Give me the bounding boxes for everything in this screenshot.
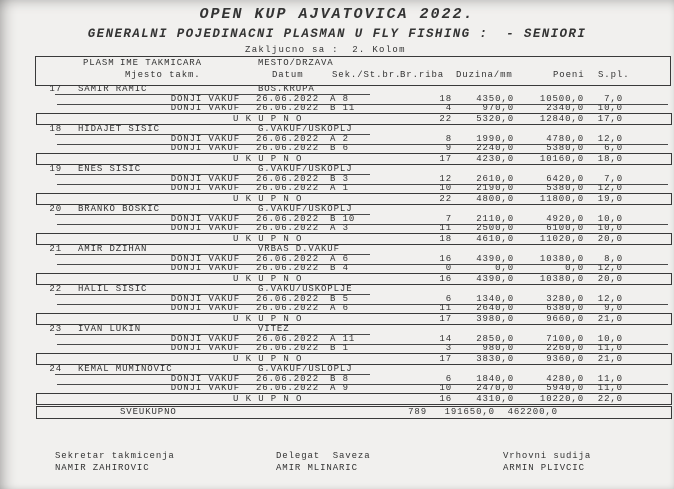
col-header-sektor-startbroj: Sek./St.br. xyxy=(332,70,402,80)
length-cell: 4350,0 xyxy=(476,93,514,104)
sector-cell: A 1 xyxy=(330,183,349,193)
competitor-name: HALIL SISIC xyxy=(78,284,148,294)
sector-cell: B 1 xyxy=(330,343,349,353)
judge-name: ARMIN PLIVCIC xyxy=(503,463,585,473)
length-cell: 0,0 xyxy=(495,263,514,273)
total-row xyxy=(0,194,674,205)
fish-count-cell: 12 xyxy=(439,173,452,184)
page-title: OPEN KUP AJVATOVICA 2022. xyxy=(199,6,475,23)
table-header-row-2 xyxy=(0,70,674,81)
total-points-cell: 10160,0 xyxy=(539,153,584,164)
session-placing-cell: 8,0 xyxy=(604,253,623,264)
length-cell: 2470,0 xyxy=(476,383,514,393)
sector-cell: A 6 xyxy=(330,303,349,313)
venue-cell: DONJI VAKUF xyxy=(170,93,240,104)
competitor-rank: 19 xyxy=(49,164,62,174)
length-cell: 2110,0 xyxy=(476,213,514,224)
total-length-cell: 3830,0 xyxy=(476,353,514,364)
points-cell: 5380,0 xyxy=(546,183,584,193)
points-cell: 2260,0 xyxy=(546,343,584,353)
total-length-cell: 5320,0 xyxy=(476,113,514,124)
ukupno-label: U K U P N O xyxy=(233,313,303,324)
delegate-label: Delegat Saveza xyxy=(276,451,371,461)
total-fish-count-cell: 17 xyxy=(439,153,452,164)
competitor-city: VRBAS D.VAKUF xyxy=(258,244,340,254)
col-header-ime-takmicara: IME TAKMICARA xyxy=(120,58,202,68)
venue-cell: DONJI VAKUF xyxy=(170,143,240,153)
venue-cell: DONJI VAKUF xyxy=(170,253,240,264)
ukupno-label: U K U P N O xyxy=(233,193,303,204)
competitor-block xyxy=(0,285,674,325)
length-cell: 1340,0 xyxy=(476,293,514,304)
judge-label: Vrhovni sudija xyxy=(503,451,592,461)
competitor-rank: 18 xyxy=(49,124,62,134)
grand-total-fish-count: 789 xyxy=(408,407,427,417)
competitor-rank: 24 xyxy=(49,364,62,374)
total-session-placing-cell: 18,0 xyxy=(597,153,623,164)
session-placing-cell: 11,0 xyxy=(597,383,623,393)
date-cell: 26.06.2022 xyxy=(256,253,320,264)
grand-total-points: 462200,0 xyxy=(507,407,558,417)
date-cell: 26.06.2022 xyxy=(256,143,320,153)
venue-cell: DONJI VAKUF xyxy=(170,173,240,184)
grand-total-row xyxy=(0,406,674,419)
competitor-block xyxy=(0,125,674,165)
points-cell: 2340,0 xyxy=(546,103,584,113)
sector-cell: B 8 xyxy=(330,373,349,384)
session-placing-cell: 7,0 xyxy=(604,173,623,184)
total-row xyxy=(0,234,674,245)
points-cell: 4780,0 xyxy=(546,133,584,144)
points-cell: 3280,0 xyxy=(546,293,584,304)
venue-cell: DONJI VAKUF xyxy=(170,223,240,233)
date-cell: 26.06.2022 xyxy=(256,263,320,273)
venue-cell: DONJI VAKUF xyxy=(170,103,240,113)
competitor-name: HIDAJET SISIC xyxy=(78,124,160,134)
venue-cell: DONJI VAKUF xyxy=(170,383,240,393)
total-points-cell: 9660,0 xyxy=(546,313,584,324)
venue-cell: DONJI VAKUF xyxy=(170,263,240,273)
fish-count-cell: 16 xyxy=(439,253,452,264)
competitor-rank: 22 xyxy=(49,284,62,294)
fish-count-cell: 7 xyxy=(445,213,452,224)
competitor-city: BOS.KRUPA xyxy=(258,84,315,94)
sector-cell: A 3 xyxy=(330,223,349,233)
session-placing-cell: 12,0 xyxy=(597,263,623,273)
session-placing-cell: 10,0 xyxy=(597,213,623,224)
total-length-cell: 4310,0 xyxy=(476,393,514,404)
length-cell: 970,0 xyxy=(482,103,514,113)
total-length-cell: 4800,0 xyxy=(476,193,514,204)
total-row xyxy=(0,354,674,365)
date-cell: 26.06.2022 xyxy=(256,173,320,184)
page-subtitle: GENERALNI POJEDINACNI PLASMAN U FLY FISHING : - SENIORI xyxy=(87,27,587,41)
date-cell: 26.06.2022 xyxy=(256,343,320,353)
competitor-block xyxy=(0,325,674,365)
competitor-block xyxy=(0,205,674,245)
competitor-city: G.VAKUF/USLOPLJ xyxy=(258,364,353,374)
session-placing-cell: 12,0 xyxy=(597,293,623,304)
length-cell: 2610,0 xyxy=(476,173,514,184)
session-placing-cell: 9,0 xyxy=(604,303,623,313)
sector-cell: B 5 xyxy=(330,293,349,304)
col-header-duzina-mm: Duzina/mm xyxy=(456,70,513,80)
sector-cell: A 2 xyxy=(330,133,349,144)
total-session-placing-cell: 20,0 xyxy=(597,233,623,244)
points-cell: 6420,0 xyxy=(546,173,584,184)
ukupno-label: U K U P N O xyxy=(233,353,303,364)
points-cell: 4280,0 xyxy=(546,373,584,384)
fish-count-cell: 14 xyxy=(439,333,452,344)
total-length-cell: 4390,0 xyxy=(476,273,514,284)
col-header-plasm: PLASM xyxy=(83,58,115,68)
date-cell: 26.06.2022 xyxy=(256,383,320,393)
total-fish-count-cell: 17 xyxy=(439,313,452,324)
fish-count-cell: 18 xyxy=(439,93,452,104)
venue-cell: DONJI VAKUF xyxy=(170,213,240,224)
sector-cell: A 8 xyxy=(330,93,349,104)
venue-cell: DONJI VAKUF xyxy=(170,133,240,144)
points-cell: 5380,0 xyxy=(546,143,584,153)
fish-count-cell: 10 xyxy=(439,383,452,393)
competitor-city: G.VAKUF/USKOPLJ xyxy=(258,204,353,214)
competitor-name: SAMIR RAMIC xyxy=(78,84,148,94)
grand-total-label: SVEUKUPNO xyxy=(120,407,177,417)
sector-cell: B 3 xyxy=(330,173,349,184)
total-length-cell: 3980,0 xyxy=(476,313,514,324)
competitor-name: BRANKO BOSKIC xyxy=(78,204,160,214)
competitor-rank: 20 xyxy=(49,204,62,214)
total-session-placing-cell: 20,0 xyxy=(597,273,623,284)
secretary-label: Sekretar takmicenja xyxy=(55,451,175,461)
session-placing-cell: 12,0 xyxy=(597,183,623,193)
sector-cell: B 11 xyxy=(330,103,356,113)
total-points-cell: 10220,0 xyxy=(539,393,584,404)
length-cell: 4390,0 xyxy=(476,253,514,264)
col-header-datum: Datum xyxy=(272,70,304,80)
col-header-br-riba: Br.riba xyxy=(400,70,445,80)
fish-count-cell: 10 xyxy=(439,183,452,193)
fish-count-cell: 3 xyxy=(445,343,452,353)
ukupno-label: U K U P N O xyxy=(233,113,303,124)
grand-total-length: 191650,0 xyxy=(444,407,495,417)
points-cell: 6100,0 xyxy=(546,223,584,233)
date-cell: 26.06.2022 xyxy=(256,93,320,104)
length-cell: 1990,0 xyxy=(476,133,514,144)
date-cell: 26.06.2022 xyxy=(256,103,320,113)
total-row xyxy=(0,274,674,285)
total-session-placing-cell: 21,0 xyxy=(597,353,623,364)
competitor-block xyxy=(0,85,674,125)
venue-cell: DONJI VAKUF xyxy=(170,333,240,344)
total-fish-count-cell: 16 xyxy=(439,273,452,284)
date-cell: 26.06.2022 xyxy=(256,183,320,193)
length-cell: 980,0 xyxy=(482,343,514,353)
points-cell: 10380,0 xyxy=(539,253,584,264)
competitor-city: G.VAKUF/USKOPLJ xyxy=(258,164,353,174)
competitor-city: G.VAKUF/USKOPLJ xyxy=(258,124,353,134)
length-cell: 2240,0 xyxy=(476,143,514,153)
total-session-placing-cell: 19,0 xyxy=(597,193,623,204)
session-placing-cell: 6,0 xyxy=(604,143,623,153)
sector-cell: B 10 xyxy=(330,213,356,224)
session-placing-cell: 12,0 xyxy=(597,133,623,144)
fish-count-cell: 0 xyxy=(445,263,452,273)
delegate-name: AMIR MLINARIC xyxy=(276,463,358,473)
sector-cell: A 11 xyxy=(330,333,356,344)
total-fish-count-cell: 16 xyxy=(439,393,452,404)
points-cell: 0,0 xyxy=(565,263,584,273)
total-points-cell: 9360,0 xyxy=(546,353,584,364)
closing-note: Zakljucno sa : 2. Kolom xyxy=(245,45,406,55)
total-fish-count-cell: 18 xyxy=(439,233,452,244)
competitor-city: VITEZ xyxy=(258,324,290,334)
secretary-name: NAMIR ZAHIROVIC xyxy=(55,463,150,473)
session-placing-cell: 11,0 xyxy=(597,343,623,353)
date-cell: 26.06.2022 xyxy=(256,133,320,144)
date-cell: 26.06.2022 xyxy=(256,213,320,224)
session-placing-cell: 10,0 xyxy=(597,223,623,233)
fish-count-cell: 11 xyxy=(439,223,452,233)
results-table-body xyxy=(0,85,674,419)
total-row xyxy=(0,314,674,325)
total-session-placing-cell: 22,0 xyxy=(597,393,623,404)
date-cell: 26.06.2022 xyxy=(256,373,320,384)
session-placing-cell: 11,0 xyxy=(597,373,623,384)
competitor-name: ENES SISIC xyxy=(78,164,142,174)
competitor-name: IVAN LUKIN xyxy=(78,324,142,334)
col-header-s-pl: S.pl. xyxy=(598,70,630,80)
col-header-mjesto-takm: Mjesto takm. xyxy=(125,70,201,80)
total-fish-count-cell: 22 xyxy=(439,113,452,124)
total-points-cell: 10380,0 xyxy=(539,273,584,284)
competitor-rank: 23 xyxy=(49,324,62,334)
total-row xyxy=(0,114,674,125)
sector-cell: A 6 xyxy=(330,253,349,264)
fish-count-cell: 11 xyxy=(439,303,452,313)
fish-count-cell: 6 xyxy=(445,293,452,304)
points-cell: 6380,0 xyxy=(546,303,584,313)
points-cell: 5940,0 xyxy=(546,383,584,393)
total-length-cell: 4610,0 xyxy=(476,233,514,244)
competitor-name: KEMAL MUMINOVIC xyxy=(78,364,173,374)
length-cell: 2500,0 xyxy=(476,223,514,233)
total-length-cell: 4230,0 xyxy=(476,153,514,164)
date-cell: 26.06.2022 xyxy=(256,223,320,233)
venue-cell: DONJI VAKUF xyxy=(170,183,240,193)
total-fish-count-cell: 17 xyxy=(439,353,452,364)
length-cell: 2850,0 xyxy=(476,333,514,344)
length-cell: 1840,0 xyxy=(476,373,514,384)
ukupno-label: U K U P N O xyxy=(233,233,303,244)
date-cell: 26.06.2022 xyxy=(256,333,320,344)
competitor-block xyxy=(0,365,674,405)
competitor-block xyxy=(0,165,674,205)
session-placing-cell: 10,0 xyxy=(597,333,623,344)
venue-cell: DONJI VAKUF xyxy=(170,373,240,384)
total-row xyxy=(0,394,674,405)
total-row xyxy=(0,154,674,165)
competitor-city: G.VAKU/USKOPLJE xyxy=(258,284,353,294)
competitor-blocks xyxy=(0,85,674,405)
session-placing-cell: 10,0 xyxy=(597,103,623,113)
venue-cell: DONJI VAKUF xyxy=(170,343,240,353)
fish-count-cell: 9 xyxy=(445,143,452,153)
competitor-rank: 17 xyxy=(49,84,62,94)
venue-cell: DONJI VAKUF xyxy=(170,303,240,313)
total-session-placing-cell: 21,0 xyxy=(597,313,623,324)
total-session-placing-cell: 17,0 xyxy=(597,113,623,124)
fish-count-cell: 6 xyxy=(445,373,452,384)
total-fish-count-cell: 22 xyxy=(439,193,452,204)
competitor-rank: 21 xyxy=(49,244,62,254)
sector-cell: B 6 xyxy=(330,143,349,153)
points-cell: 4920,0 xyxy=(546,213,584,224)
total-points-cell: 11020,0 xyxy=(539,233,584,244)
ukupno-label: U K U P N O xyxy=(233,393,303,404)
length-cell: 2640,0 xyxy=(476,303,514,313)
fish-count-cell: 4 xyxy=(445,103,452,113)
competitor-block xyxy=(0,245,674,285)
ukupno-label: U K U P N O xyxy=(233,273,303,284)
col-header-poeni: Poeni xyxy=(553,70,585,80)
col-header-mesto-drzava: MESTO/DRZAVA xyxy=(258,58,334,68)
date-cell: 26.06.2022 xyxy=(256,303,320,313)
total-points-cell: 12840,0 xyxy=(539,113,584,124)
competitor-name: AMIR DZIHAN xyxy=(78,244,148,254)
points-cell: 10500,0 xyxy=(539,93,584,104)
date-cell: 26.06.2022 xyxy=(256,293,320,304)
points-cell: 7100,0 xyxy=(546,333,584,344)
length-cell: 2190,0 xyxy=(476,183,514,193)
sector-cell: A 9 xyxy=(330,383,349,393)
sector-cell: B 4 xyxy=(330,263,349,273)
total-points-cell: 11800,0 xyxy=(539,193,584,204)
fish-count-cell: 8 xyxy=(445,133,452,144)
table-header-row-1 xyxy=(0,58,674,69)
ukupno-label: U K U P N O xyxy=(233,153,303,164)
venue-cell: DONJI VAKUF xyxy=(170,293,240,304)
session-placing-cell: 7,0 xyxy=(604,93,623,104)
